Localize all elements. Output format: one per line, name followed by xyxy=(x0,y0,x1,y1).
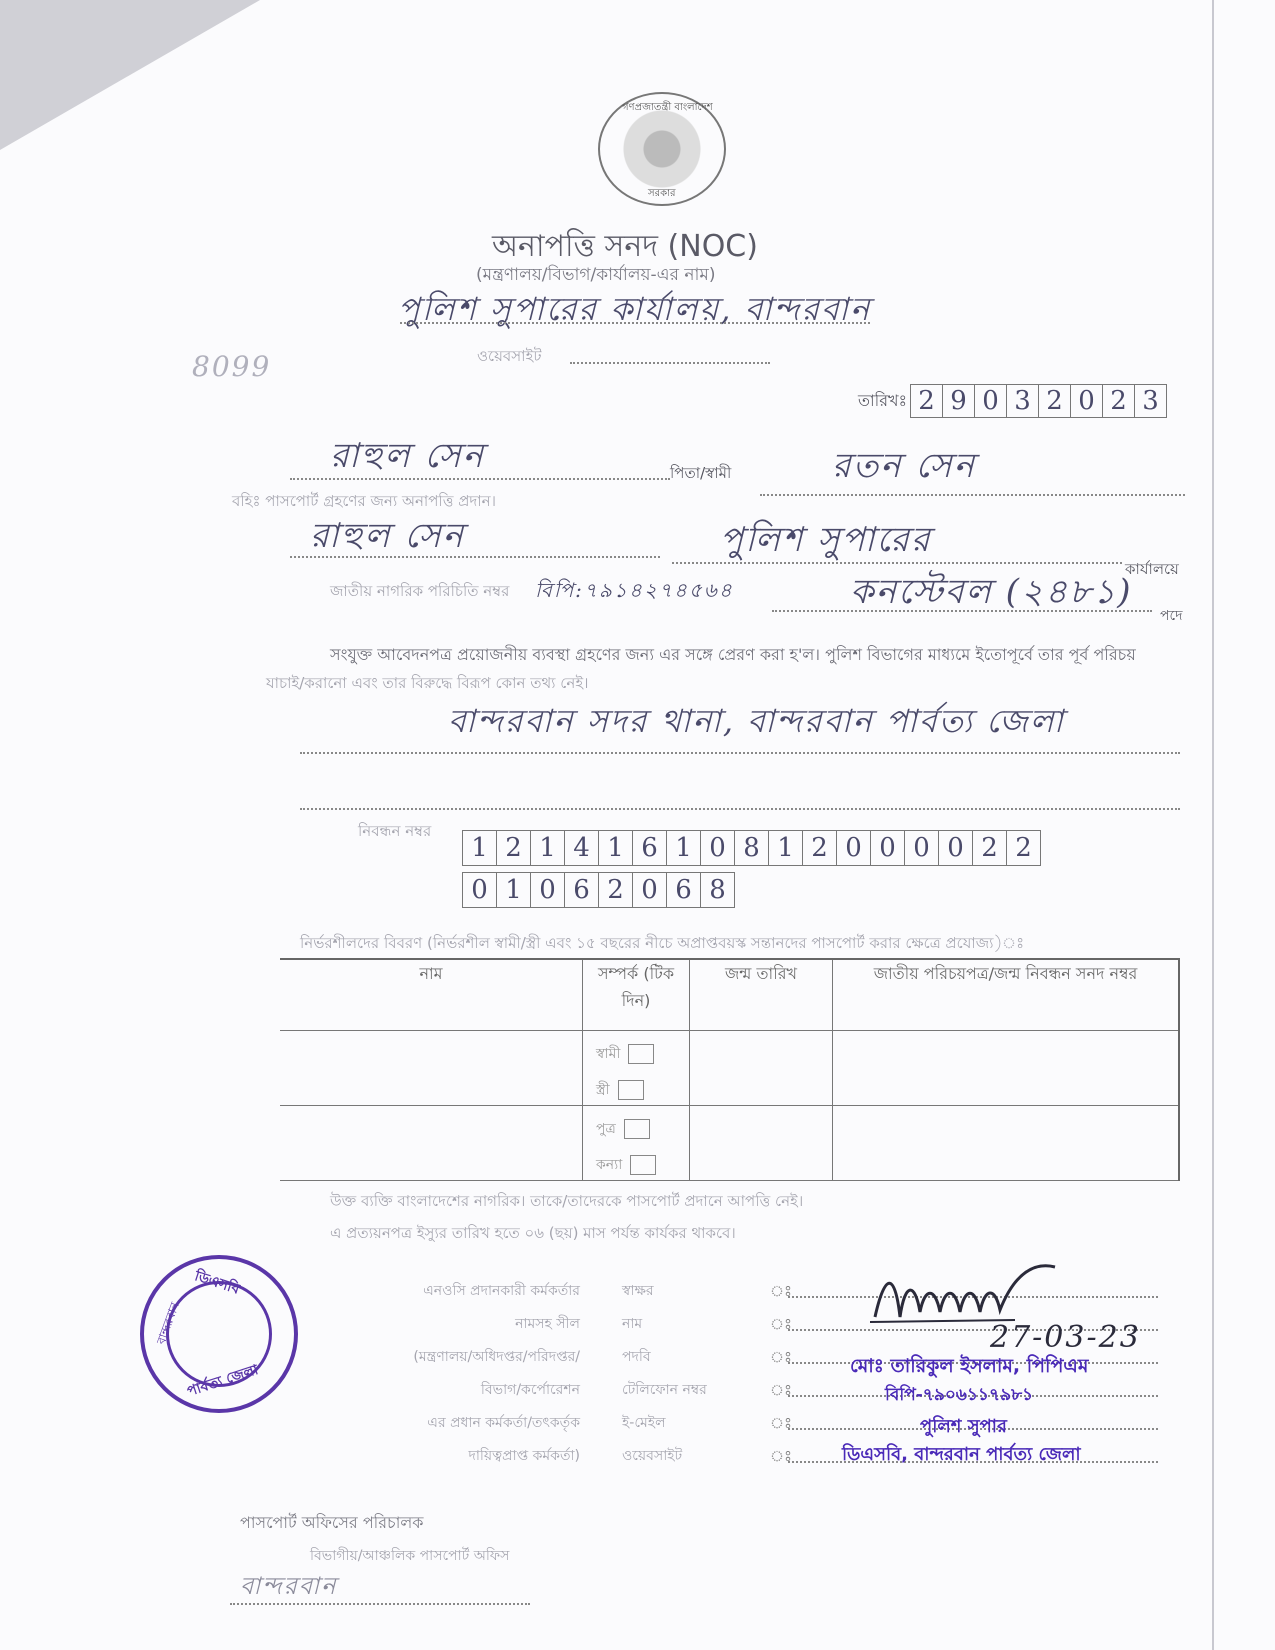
website-label: ওয়েবসাইট xyxy=(477,347,542,365)
checkbox-wife[interactable] xyxy=(618,1080,644,1100)
forward-text: সংযুক্ত আবেদনপত্র প্রয়োজনীয় ব্যবস্থা গ্রহণের জন্য এর সঙ্গে প্রেরণ করা হ'ল। পুলিশ বিভাগের মাধ্যমে ইতোপূর্বে তার পূর্ব পরিচয় xyxy=(330,645,1136,664)
seal-bottom-text: পার্বত্য জেলা xyxy=(185,1362,261,1400)
address-line-1 xyxy=(300,752,1180,754)
office-line xyxy=(400,322,870,324)
reg-digit: 0 xyxy=(531,873,565,907)
checkbox-husband[interactable] xyxy=(628,1044,654,1064)
signer-field-labels xyxy=(622,1275,762,1473)
seal-top-text: ডিএসবি xyxy=(192,1268,242,1298)
nid-label: জাতীয় নাগরিক পরিচিতি নম্বর xyxy=(330,582,510,600)
seal-left-text: বান্দরবান xyxy=(153,1300,183,1347)
signature-date: 27-03-23 xyxy=(990,1320,1141,1355)
date-label: তারিখঃ xyxy=(858,391,908,410)
registration-boxes-row1 xyxy=(462,830,1041,866)
date-digit: 0 xyxy=(975,385,1007,417)
addressee-label: পাসপোর্ট অফিসের পরিচালক xyxy=(240,1513,424,1532)
date-digit: 3 xyxy=(1007,385,1039,417)
place-handwritten: বান্দরবান xyxy=(240,1572,338,1600)
reg-digit: 1 xyxy=(769,831,803,865)
field-label-email: ই-মেইল xyxy=(622,1415,666,1431)
option-son: পুত্র xyxy=(596,1121,616,1137)
reg-digit: 0 xyxy=(871,831,905,865)
post-handwritten: কনস্টেবল (২৪৮১) xyxy=(850,572,1133,612)
id-number-cell xyxy=(833,1106,1180,1181)
relatives-table xyxy=(280,958,1180,1181)
signer-caption-line: দায়িত্বপ্রাপ্ত কর্মকর্তা) xyxy=(468,1448,580,1464)
field-label-website: ওয়েবসাইট xyxy=(622,1448,683,1464)
declaration-line-1: উক্ত ব্যক্তি বাংলাদেশের নাগরিক। তাকে/তাদেরকে পাসপোর্ট প্রদানে আপত্তি নেই। xyxy=(330,1192,804,1210)
margin-number: 8099 xyxy=(192,350,272,383)
relatives-row xyxy=(280,1031,1179,1106)
father-name-line xyxy=(760,494,1185,496)
registration-label: নিবন্ধন নম্বর xyxy=(358,822,432,840)
reg-digit: 2 xyxy=(599,873,633,907)
place-line xyxy=(230,1603,530,1605)
round-seal xyxy=(140,1255,298,1413)
office-name-handwritten: পুলিশ সুপারের কার্যালয়, বান্দরবান xyxy=(398,290,872,328)
nid-value: বিপি:৭৯১৪২৭৪৫৬৪ xyxy=(535,578,734,602)
date-digit: 9 xyxy=(943,385,975,417)
birthdate-cell xyxy=(690,1031,833,1106)
reg-digit: 2 xyxy=(497,831,531,865)
office-handwritten: পুলিশ সুপারের xyxy=(720,520,932,560)
grant-text: বহিঃ পাসপোর্ট গ্রহণের জন্য অনাপত্তি প্রদান। xyxy=(232,492,496,510)
option-wife: স্ত্রী xyxy=(596,1082,610,1098)
father-label: পিতা/স্বামী xyxy=(670,464,732,482)
emblem-bottom-text: সরকার xyxy=(648,188,676,199)
reg-digit: 0 xyxy=(463,873,497,907)
col-relation: সম্পর্ক (টিক দিন) xyxy=(583,959,690,1031)
signer-caption xyxy=(370,1275,580,1473)
stamp-post: পুলিশ সুপার xyxy=(920,1416,1007,1437)
relatives-intro: নির্ভরশীলদের বিবরণ (নির্ভরশীল স্বামী/স্ত্রী এবং ১৫ বছরের নীচে অপ্রাপ্তবয়স্ক সন্তানদের পাসপোর্ট করার ক্ষেত্রে প্রযোজ্য)ঃ xyxy=(300,934,1025,952)
field-label-designation: পদবি xyxy=(622,1349,651,1365)
document-subtitle: (মন্ত্রণালয়/বিভাগ/কার্যালয়-এর নাম) xyxy=(476,265,716,285)
relative-name-cell xyxy=(280,1106,583,1181)
field-label-name: নাম xyxy=(622,1316,643,1332)
birthdate-cell xyxy=(690,1106,833,1181)
reg-digit: 2 xyxy=(803,831,837,865)
col-name: নাম xyxy=(280,959,583,1031)
emblem-top-text: গণপ্রজাতন্ত্রী বাংলাদেশ xyxy=(622,102,713,113)
forward-text-2: যাচাই/করানো এবং তার বিরুদ্ধে বিরূপ কোন তথ্য নেই। xyxy=(266,674,589,692)
address-line-2 xyxy=(300,808,1180,810)
col-birthdate: জন্ম তারিখ xyxy=(690,959,833,1031)
declaration-line-2: এ প্রত্যয়নপত্র ইস্যুর তারিখ হতে ০৬ (ছয়) মাস পর্যন্ত কার্যকর থাকবে। xyxy=(330,1224,736,1242)
registration-boxes-row2 xyxy=(462,872,735,908)
reg-digit: 1 xyxy=(531,831,565,865)
reg-digit: 1 xyxy=(497,873,531,907)
paper-edge xyxy=(1212,0,1214,1650)
folded-corner xyxy=(0,0,260,150)
date-boxes xyxy=(910,384,1167,418)
colon: ঃ xyxy=(770,1447,793,1465)
signer-caption-line: নামসহ সীল xyxy=(515,1316,580,1332)
reg-digit: 0 xyxy=(837,831,871,865)
colon: ঃ xyxy=(770,1348,793,1366)
reg-digit: 0 xyxy=(701,831,735,865)
passport-office-line: বিভাগীয়/আঞ্চলিক পাসপোর্ট অফিস xyxy=(310,1548,510,1564)
reg-digit: 2 xyxy=(1015,833,1032,863)
applicant-name: রাহুল সেন xyxy=(330,436,485,476)
website-line xyxy=(570,362,770,364)
post-suffix: পদে xyxy=(1160,608,1183,624)
reg-digit: 8 xyxy=(735,831,769,865)
signer-caption-line: (মন্ত্রণালয়/অধিদপ্তর/পরিদপ্তর/ xyxy=(413,1349,580,1365)
reg-digit: 4 xyxy=(565,831,599,865)
option-daughter: কন্যা xyxy=(596,1157,623,1173)
date-digit: 0 xyxy=(1071,385,1103,417)
government-emblem xyxy=(598,92,726,206)
id-number-cell xyxy=(833,1031,1180,1106)
address-handwritten: বান্দরবান সদর থানা, বান্দরবান পার্বত্য জেলা xyxy=(448,702,1065,740)
date-digit: 3 xyxy=(1142,386,1159,416)
relation-cell xyxy=(583,1106,690,1181)
applicant-name-repeat-line xyxy=(290,556,660,558)
father-name: রতন সেন xyxy=(832,446,976,486)
applicant-name-repeat: রাহুল সেন xyxy=(310,516,465,556)
reg-digit: 6 xyxy=(565,873,599,907)
date-digit: 2 xyxy=(1103,385,1135,417)
reg-digit: 8 xyxy=(709,875,726,905)
relative-name-cell xyxy=(280,1031,583,1106)
stamp-bp-number: বিপি-৭৯০৬১১৭৯৮১ xyxy=(885,1385,1034,1405)
reg-digit: 1 xyxy=(463,831,497,865)
colon: ঃ xyxy=(770,1282,793,1300)
reg-digit: 0 xyxy=(633,873,667,907)
date-digit: 2 xyxy=(1039,385,1071,417)
signer-caption-line: এনওসি প্রদানকারী কর্মকর্তার xyxy=(423,1283,580,1299)
signer-caption-line: বিভাগ/কর্পোরেশন xyxy=(480,1382,580,1398)
col-id-number: জাতীয় পরিচয়পত্র/জন্ম নিবন্ধন সনদ নম্বর xyxy=(833,959,1180,1031)
checkbox-son[interactable] xyxy=(624,1119,650,1139)
signer-colons xyxy=(770,1275,793,1473)
relatives-header-row xyxy=(280,959,1179,1031)
reg-digit: 6 xyxy=(633,831,667,865)
colon: ঃ xyxy=(770,1414,793,1432)
signer-caption-line: এর প্রধান কর্মকর্তা/তৎকর্তৃক xyxy=(427,1415,580,1431)
reg-digit: 1 xyxy=(599,831,633,865)
colon: ঃ xyxy=(770,1315,793,1333)
reg-digit: 0 xyxy=(905,831,939,865)
field-label-telephone: টেলিফোন নম্বর xyxy=(622,1382,707,1398)
reg-digit: 1 xyxy=(667,831,701,865)
relation-cell xyxy=(583,1031,690,1106)
stamp-unit: ডিএসবি, বান্দরবান পার্বত্য জেলা xyxy=(842,1444,1081,1465)
reg-digit: 0 xyxy=(939,831,973,865)
option-husband: স্বামী xyxy=(596,1046,621,1062)
reg-digit: 2 xyxy=(973,831,1007,865)
reg-digit: 6 xyxy=(667,873,701,907)
office-line-2 xyxy=(672,562,1122,564)
stamp-officer-name: মোঃ তারিকুল ইসলাম, পিপিএম xyxy=(850,1355,1089,1377)
checkbox-daughter[interactable] xyxy=(630,1155,656,1175)
post-line xyxy=(772,610,1152,612)
relatives-row xyxy=(280,1106,1179,1181)
applicant-name-line xyxy=(290,478,670,480)
date-digit: 2 xyxy=(911,385,943,417)
colon: ঃ xyxy=(770,1381,793,1399)
document-title: অনাপত্তি সনদ (NOC) xyxy=(492,229,758,264)
field-label-signature: স্বাক্ষর xyxy=(622,1283,654,1299)
office-suffix: কার্যালয়ে xyxy=(1125,560,1179,578)
